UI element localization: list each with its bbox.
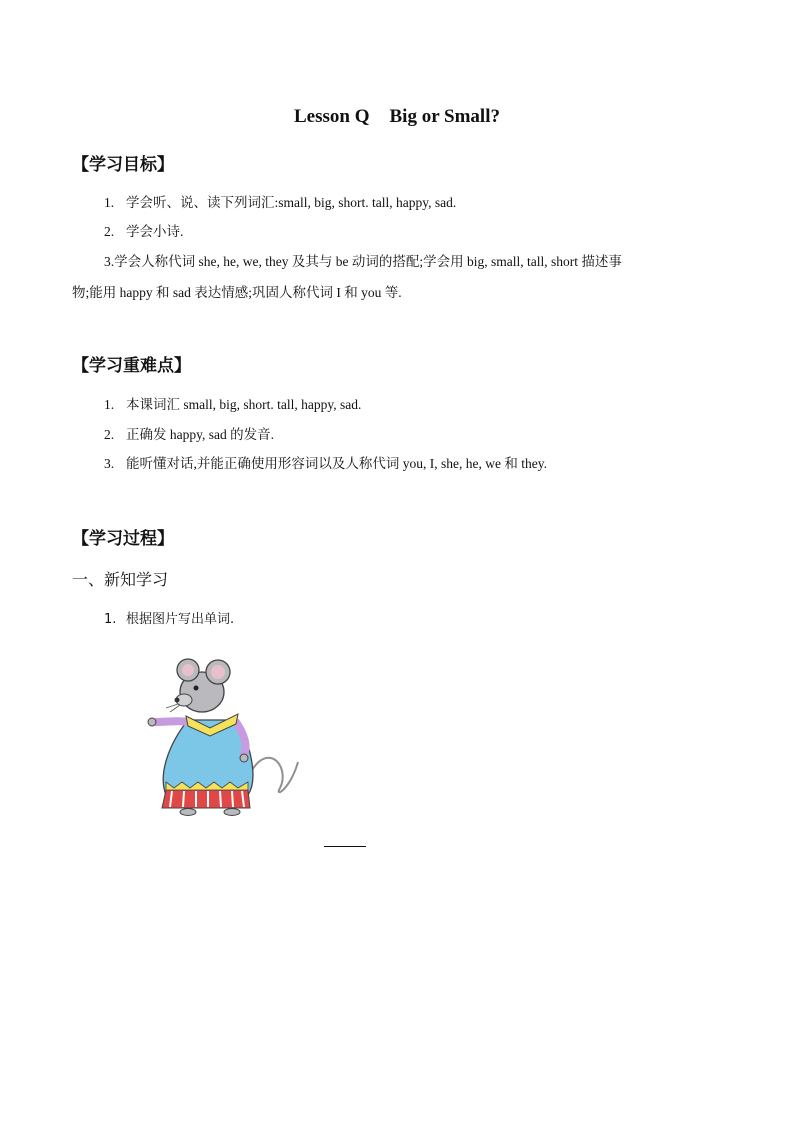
goal-item-3: 3.学会人称代词 she, he, we, they 及其与 be 动词的搭配;学会用 big, small, tall, short 描述事 bbox=[104, 254, 622, 269]
process-heading: 【学习过程】 bbox=[72, 529, 174, 549]
answer-blank-line[interactable] bbox=[324, 846, 366, 847]
key-point-item-3: 3. 能听懂对话,并能正确使用形容词以及人称代词 you, I, she, he, we 和 they. bbox=[104, 456, 547, 471]
lesson-label: Lesson Q bbox=[294, 106, 370, 127]
goal-item-1: 1. 学会听、说、读下列词汇:small, big, short. tall, happy, sad. bbox=[104, 195, 457, 210]
section-new-knowledge: 一、新知学习 bbox=[72, 570, 169, 589]
goal-item-2: 2. 学会小诗. bbox=[104, 224, 184, 239]
mouse-in-dress-illustration bbox=[140, 650, 310, 825]
goals-heading: 【学习目标】 bbox=[72, 155, 174, 175]
key-point-item-2: 2. 正确发 happy, sad 的发音. bbox=[104, 427, 274, 442]
goal-item-3-continued: 物;能用 happy 和 sad 表达情感;巩固人称代词 I 和 you 等. bbox=[72, 285, 402, 300]
key-points-heading: 【学习重难点】 bbox=[72, 356, 191, 376]
lesson-topic: Big or Small? bbox=[389, 106, 500, 127]
key-point-item-1: 1. 本课词汇 small, big, short. tall, happy, sad. bbox=[104, 397, 362, 412]
lesson-title bbox=[0, 106, 794, 128]
task-item-1: 1. 根据图片写出单词. bbox=[104, 612, 235, 627]
